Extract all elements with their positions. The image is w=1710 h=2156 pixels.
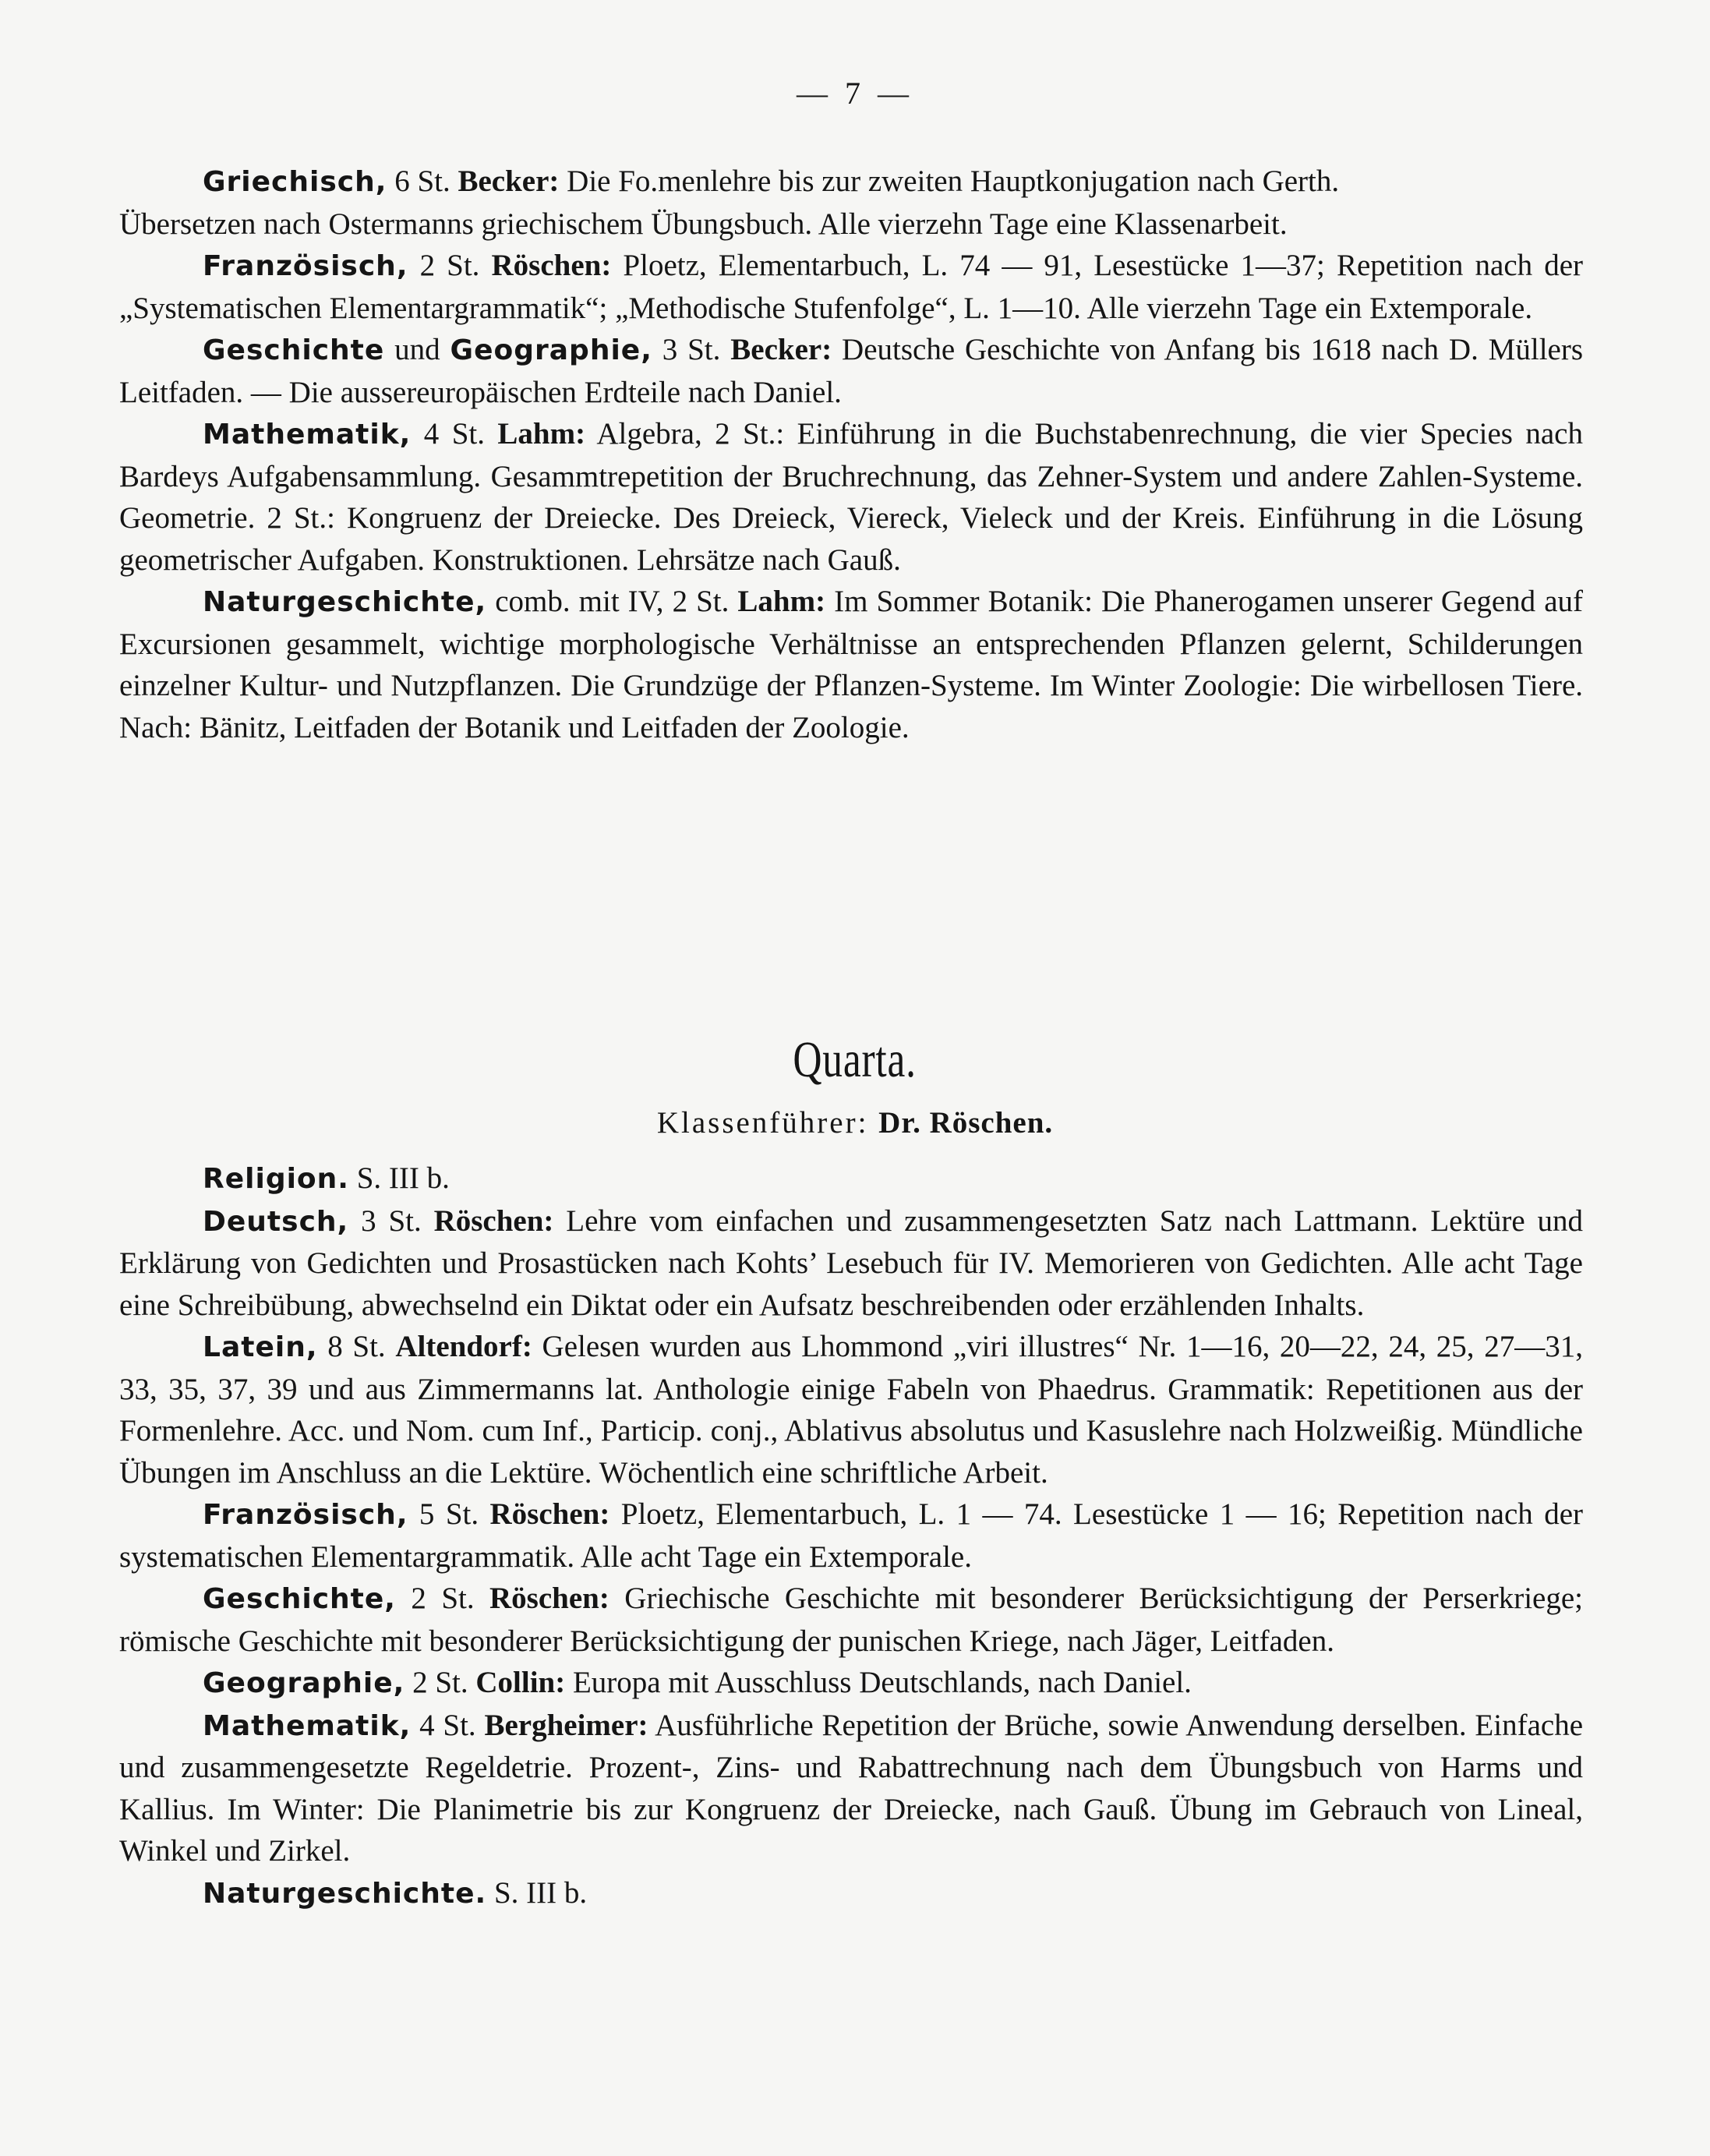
subject-heading: Geschichte [203,334,385,366]
paragraph-griechisch [119,161,1583,245]
paragraph-text: Ploetz, Elementarbuch, L. 74 — 91, Lesestücke 1—37; Repetition nach der „Systematischen Elementargrammatik“; „Methodische Stufenfolge“, L. 1—10. Alle vierzehn Tage ein Extemporale. [119,249,1583,325]
subject-heading: Latein, [203,1331,318,1363]
paragraph-mathematik-quarta [119,1705,1583,1872]
subject-heading: Mathematik, [203,419,412,451]
teacher-name: Röschen: [433,1203,554,1238]
class-leader-label: Klassenführer: [656,1106,869,1140]
teacher-name: Altendorf: [395,1330,532,1363]
paragraph-text: Lehre vom einfachen und zusammengesetzten Satz nach Lattmann. Lektüre und Erklärung von Gedichten und Prosastücken nach Kohts’ Lesebuch für IV. Memorieren von Gedichten. Alle acht Tage eine Schreibübung, abwechselnd ein Diktat oder ein Aufsatz beschreibenden oder erzählenden Inhalts. [119,1203,1583,1322]
paragraph-naturgeschichte [119,581,1583,748]
paragraph-text: Europa mit Ausschluss Deutschlands, nach Daniel. [565,1666,1192,1699]
hours-text: 4 St. [411,417,498,451]
teacher-name: Lahm: [497,417,586,451]
hours-text: 6 St. [387,164,458,198]
paragraph-geschichte-quarta [119,1578,1583,1662]
bottom-section [119,1158,1583,1914]
paragraph-geschichte-geographie [119,329,1583,413]
hours-text: 5 St. [408,1497,490,1531]
teacher-name: Röschen: [489,1497,610,1531]
subject-heading-2: Geographie, [450,334,652,366]
paragraph-text: Ploetz, Elementarbuch, L. 1 — 74. Lesestücke 1 — 16; Repetition nach der systematischen Elementargrammatik. Alle acht Tage ein Extemporale. [119,1497,1583,1574]
paragraph-text: Im Sommer Botanik: Die Phanerogamen unserer Gegend auf Excursionen gesammelt, wichtige morphologische Verhältnisse an entsprechenden Pflanzen gelernt, Schilderungen einzelner Kultur- und Nutzpflanzen. Die Grundzüge der Pflanzen-Systeme. Im Winter Zoologie: Die wirbellosen Tiere. Nach: Bänitz, Leitfaden der Botanik und Leitfaden der Zoologie. [119,585,1583,744]
subject-heading: Deutsch, [203,1205,349,1238]
connector-text: und [384,333,450,366]
paragraph-mathematik [119,413,1583,581]
paragraph-text: Ausführliche Repetition der Brüche, sowie Anwendung derselben. Einfache und zusammengesetzte Regeldetrie. Prozent-, Zins- und Rabattrechnung nach dem Übungsbuch von Harms und Kallius. Im Winter: Die Planimetrie bis zur Kongruenz der Dreiecke, nach Gauß. Übung im Gebrauch von Lineal, Winkel und Zirkel. [119,1708,1584,1868]
subject-heading: Naturgeschichte. [203,1877,487,1910]
teacher-name: Röschen: [491,249,612,282]
subject-heading: Griechisch, [203,166,387,198]
subject-heading: Mathematik, [203,1709,412,1742]
hours-text: S. III b. [348,1161,450,1195]
paragraph-latein [119,1326,1583,1493]
teacher-name: Röschen: [489,1582,609,1615]
paragraph-text: Deutsche Geschichte von Anfang bis 1618 nach D. Müllers Leitfaden. — Die aussereuropäischen Erdteile nach Daniel. [119,333,1584,409]
class-leader-line [0,1105,1710,1140]
subject-heading: Französisch, [203,250,408,282]
paragraph-geographie-quarta [119,1662,1583,1705]
paragraph-franzoesisch [119,245,1583,329]
teacher-name: Becker: [730,333,832,366]
subject-heading: Geographie, [203,1667,405,1699]
hours-text: 8 St. [317,1330,396,1363]
class-title-block [0,1029,1710,1140]
paragraph-text: Griechische Geschichte mit besonderer Berücksichtigung der Perserkriege; römische Geschichte mit besonderer Berücksichtigung der punischen Kriege, nach Jäger, Leitfaden. [119,1582,1584,1658]
paragraph-naturgeschichte-quarta [119,1872,1583,1915]
hours-text: comb. mit IV, 2 St. [486,585,738,618]
subject-heading: Naturgeschichte, [203,586,487,618]
top-section [119,161,1583,748]
hours-text: 4 St. [411,1708,485,1742]
paragraph-deutsch [119,1200,1583,1327]
paragraph-religion [119,1158,1583,1200]
teacher-name: Lahm: [737,585,826,618]
paragraph-text: Die Fo.menlehre bis zur zweiten Hauptkonjugation nach Gerth. Übersetzen nach Ostermanns griechischem Übungsbuch. Alle vierzehn Tage eine Klassenarbeit. [119,164,1340,241]
teacher-name: Bergheimer: [484,1708,648,1742]
subject-heading: Religion. [203,1163,349,1195]
hours-text: 2 St. [408,249,492,282]
hours-text: 3 St. [348,1203,434,1238]
page-number: — 7 — [797,76,913,111]
teacher-name: Becker: [458,164,560,198]
class-title: Quarta. [793,1031,917,1088]
subject-heading: Geschichte, [203,1583,396,1615]
subject-heading: Französisch, [203,1499,408,1531]
class-leader-name: Dr. Röschen. [878,1106,1054,1140]
hours-text: 2 St. [405,1666,476,1699]
hours-text: 2 St. [395,1582,490,1615]
teacher-name: Collin: [475,1666,566,1699]
paragraph-text: Gelesen wurden aus Lhommond „viri illustres“ Nr. 1—16, 20—22, 24, 25, 27—31, 33, 35, 37, 39 und aus Zimmermanns lat. Anthologie einige Fabeln von Phaedrus. Grammatik: Repetitionen aus der Formenlehre. Acc. und Nom. cum Inf., Particip. conj., Ablativus absolutus und Kasuslehre nach Holzweißig. Mündliche Übungen im Anschluss an die Lektüre. Wöchentlich eine schriftliche Arbeit. [119,1330,1583,1490]
paragraph-franzoesisch-quarta [119,1493,1583,1578]
paragraph-text: Algebra, 2 St.: Einführung in die Buchstabenrechnung, die vier Species nach Bardeys Aufgabensammlung. Gesammtrepetition der Bruchrechnung, das Zehner-System und andere Zahlen-Systeme. Geometrie. 2 St.: Kongruenz der Dreiecke. Des Dreieck, Viereck, Vieleck und der Kreis. Einführung in die Lösung geometrischer Aufgaben. Konstruktionen. Lehrsätze nach Gauß. [119,417,1583,577]
hours-text: S. III b. [486,1875,588,1910]
hours-text: 3 St. [652,333,731,366]
